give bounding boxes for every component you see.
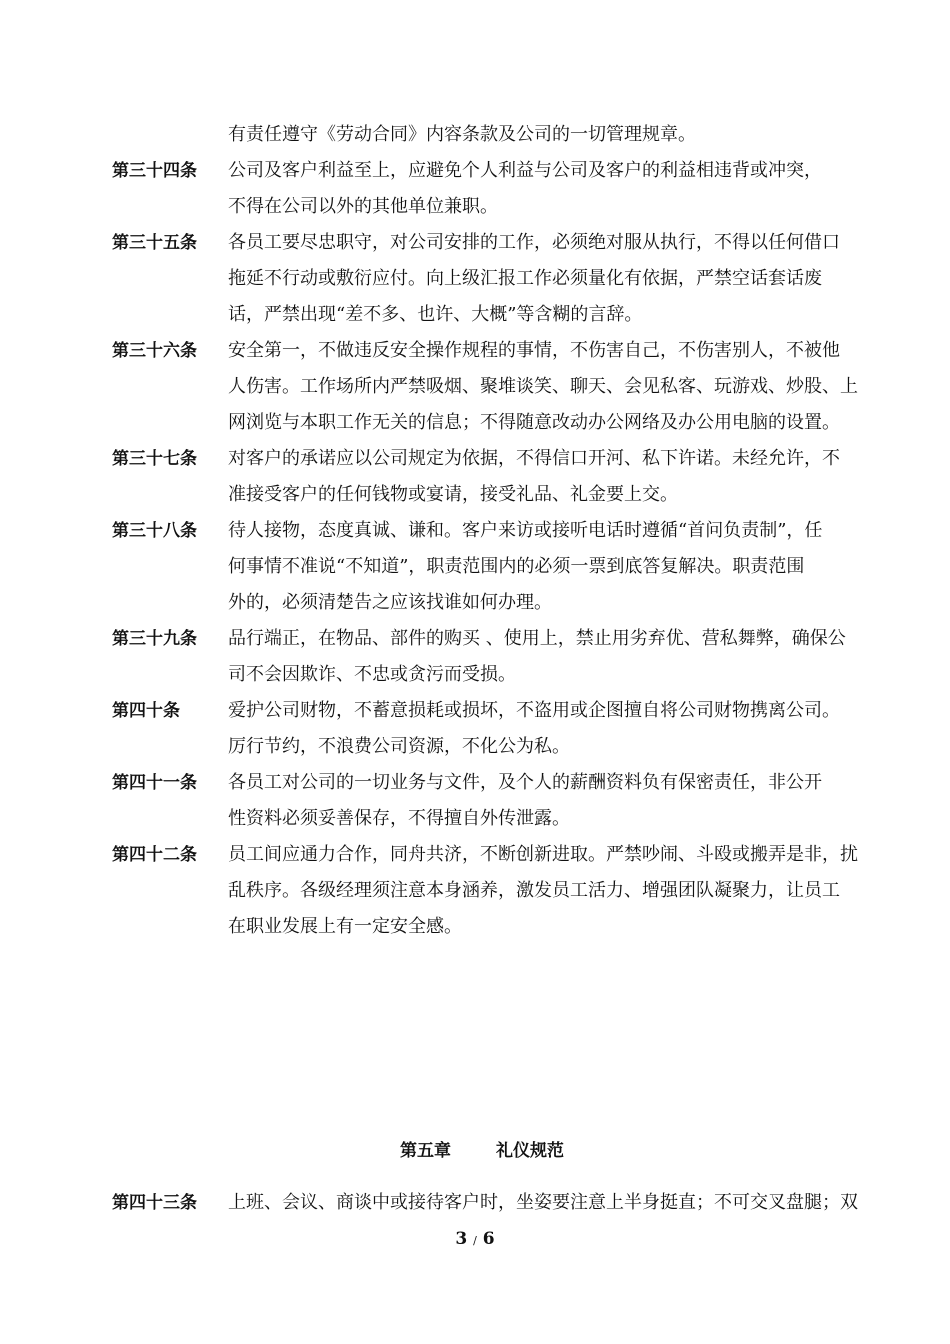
article-text-line: 厉行节约，不浪费公司资源，不化公为私。 [228,736,570,757]
article-text-line: 各员工要尽忠职守，对公司安排的工作，必须绝对服从执行，不得以任何借口 [228,232,840,253]
article-text-line: 人伤害。工作场所内严禁吸烟、聚堆谈笑、聊天、会见私客、玩游戏、炒股、上 [228,376,858,397]
article-label: 第四十三条 [112,1193,197,1213]
article-text-line: 待人接物，态度真诚、谦和。客户来访或接听电话时遵循“首问负责制”，任 [228,520,823,541]
article-text-line: 网浏览与本职工作无关的信息；不得随意改动办公网络及办公用电脑的设置。 [228,412,840,433]
chapter-number: 第五章 [400,1141,451,1161]
article-text-line: 何事情不准说“不知道”，职责范围内的必须一票到底答复解决。职责范围 [228,556,805,577]
article-text-line: 对客户的承诺应以公司规定为依据，不得信口开河、私下许诺。未经允许，不 [228,448,840,469]
article-label: 第三十四条 [112,161,197,181]
article-text-line: 员工间应通力合作，同舟共济，不断创新进取。严禁吵闹、斗殴或搬弄是非，扰 [228,844,858,865]
article-label: 第三十七条 [112,449,197,469]
article-text-line: 品行端正，在物品、部件的购买 、使用上，禁止用劣弃优、营私舞弊，确保公 [228,628,846,649]
article-text-line: 公司及客户利益至上，应避免个人利益与公司及客户的利益相违背或冲突， [228,160,822,181]
article-label: 第四十条 [112,701,180,721]
article-label: 第三十六条 [112,341,197,361]
page-number [0,1226,950,1254]
article-text-line: 爱护公司财物，不蓄意损耗或损坏，不盗用或企图擅自将公司财物携离公司。 [228,700,840,721]
article-text-line: 话，严禁出现“差不多、也许、大概”等含糊的言辞。 [228,304,643,325]
article-text-line: 外的，必须清楚告之应该找谁如何办理。 [228,592,552,613]
article-text-line: 司不会因欺诈、不忠或贪污而受损。 [228,664,516,685]
continued-text: 有责任遵守《劳动合同》内容条款及公司的一切管理规章。 [228,124,696,145]
chapter-title: 礼仪规范 [496,1141,564,1161]
article-label: 第三十五条 [112,233,197,253]
article-text-line: 乱秩序。各级经理须注意本身涵养，激发员工活力、增强团队凝聚力，让员工 [228,880,840,901]
article-text-line: 上班、会议、商谈中或接待客户时，坐姿要注意上半身挺直；不可交叉盘腿；双 [228,1192,858,1213]
article-text-line: 拖延不行动或敷衍应付。向上级汇报工作必须量化有依据，严禁空话套话废 [228,268,822,289]
article-label: 第四十一条 [112,773,197,793]
article-label: 第三十八条 [112,521,197,541]
article-text-line: 性资料必须妥善保存，不得擅自外传泄露。 [228,808,570,829]
article-text-line: 安全第一，不做违反安全操作规程的事情，不伤害自己，不伤害别人，不被他 [228,340,840,361]
article-label: 第三十九条 [112,629,197,649]
article-label: 第四十二条 [112,845,197,865]
article-text-line: 在职业发展上有一定安全感。 [228,916,462,937]
article-text-line: 准接受客户的任何钱物或宴请，接受礼品、礼金要上交。 [228,484,678,505]
current-page: 3 [455,1229,468,1249]
article-text-line: 不得在公司以外的其他单位兼职。 [228,196,498,217]
article-text-line: 各员工对公司的一切业务与文件，及个人的薪酬资料负有保密责任，非公开 [228,772,822,793]
total-pages: 6 [482,1229,495,1249]
page-separator: / [473,1234,477,1247]
